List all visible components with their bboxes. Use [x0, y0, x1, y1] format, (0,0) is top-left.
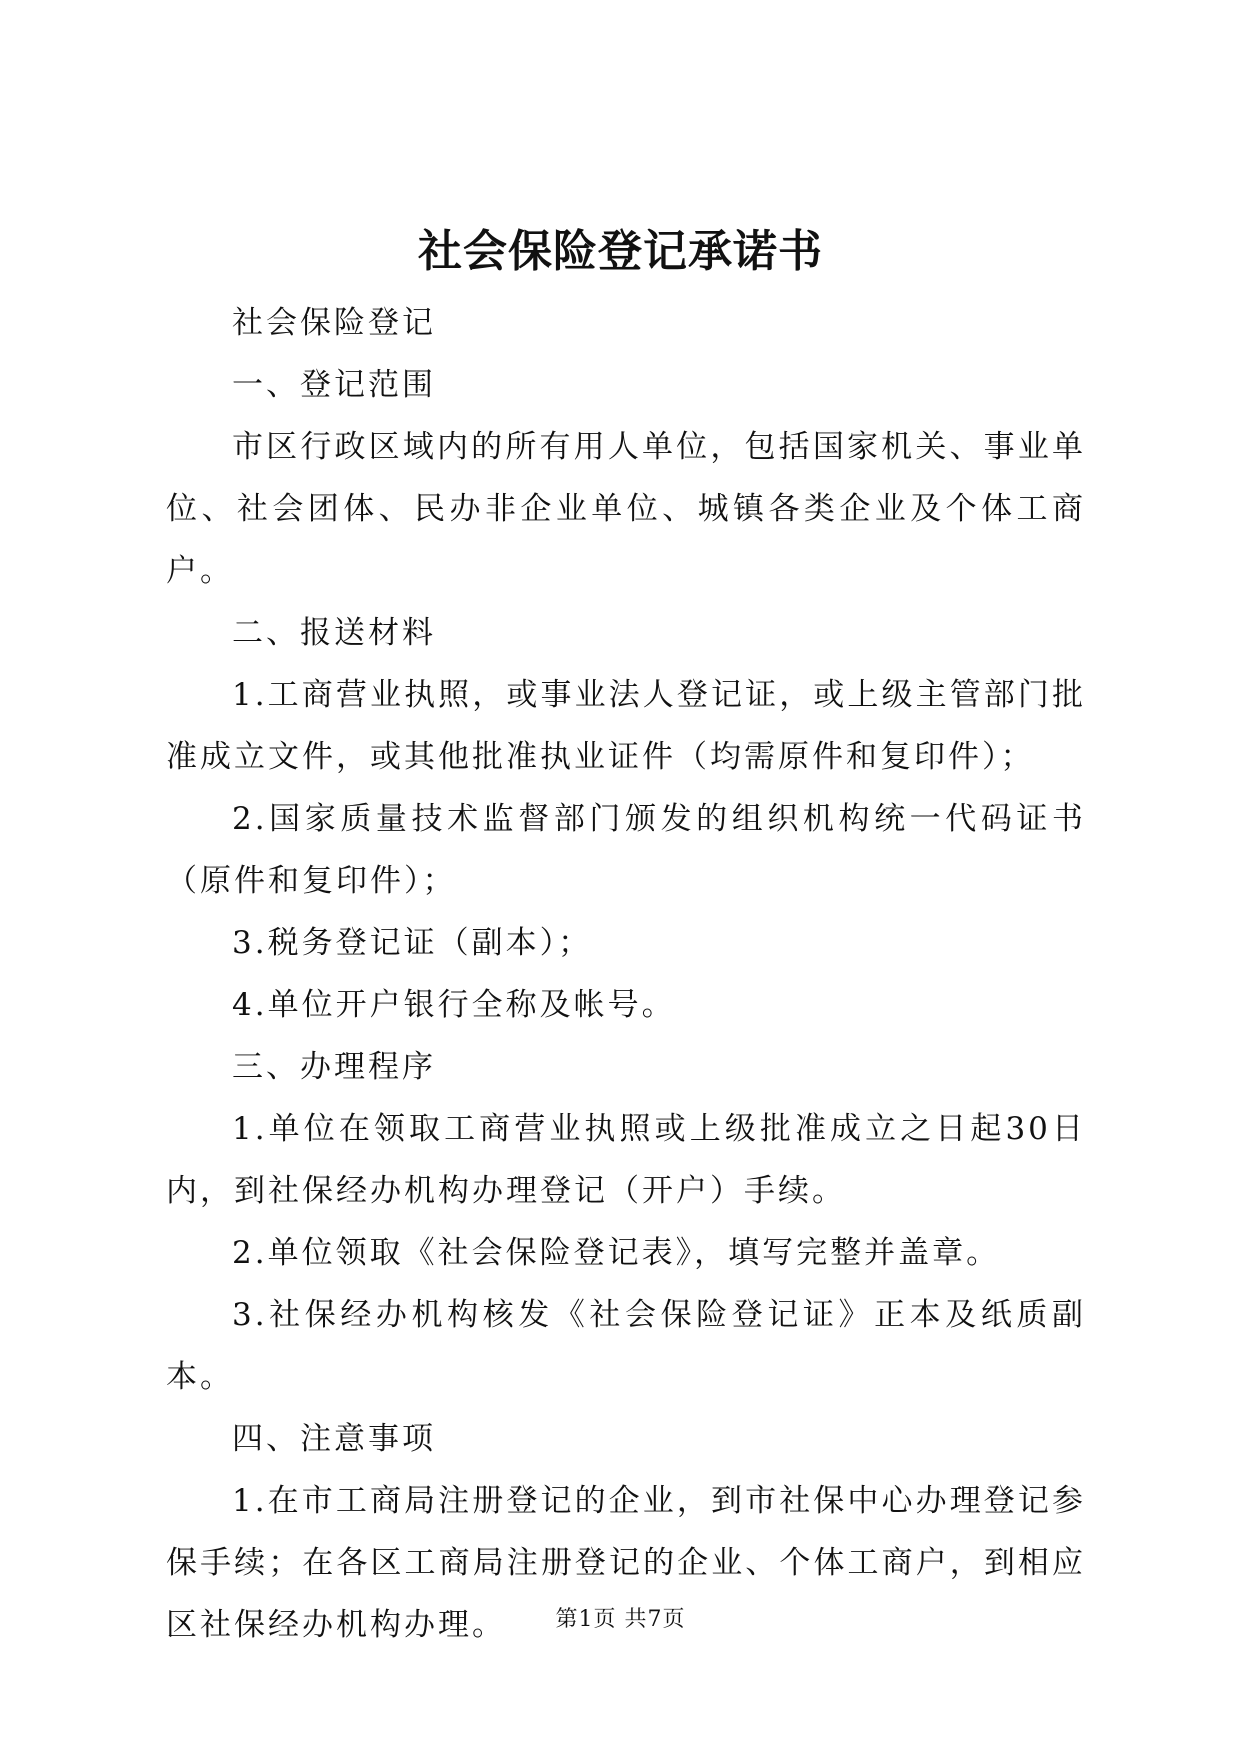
- paragraph-material-4: 4.单位开户银行全称及帐号。: [232, 987, 676, 1023]
- paragraph-procedure-heading: 三、办理程序: [232, 1049, 436, 1085]
- paragraph-scope-heading: 一、登记范围: [232, 367, 436, 403]
- paragraph-note-1: 1.在市工商局注册登记的企业，到市社保中心办理登记参保手续；在各区工商局注册登记的企业、个体工商户，到相应区社保经办机构办理。: [166, 1483, 1086, 1643]
- paragraph-scope-text: 市区行政区域内的所有用人单位，包括国家机关、事业单位、社会团体、民办非企业单位、城镇各类企业及个体工商户。: [166, 429, 1086, 589]
- paragraph-procedure-2: 2.单位领取《社会保险登记表》，填写完整并盖章。: [232, 1235, 1001, 1271]
- paragraph-materials-heading: 二、报送材料: [232, 615, 436, 651]
- paragraph-section-heading: 社会保险登记: [232, 305, 436, 341]
- paragraph-notes-heading: 四、注意事项: [232, 1421, 436, 1457]
- paragraph-material-1: 1.工商营业执照，或事业法人登记证，或上级主管部门批准成立文件，或其他批准执业证件（均需原件和复印件）；: [166, 677, 1086, 775]
- paragraph-material-3: 3.税务登记证（副本）；: [232, 925, 593, 961]
- paragraph-material-2: 2.国家质量技术监督部门颁发的组织机构统一代码证书（原件和复印件）；: [166, 801, 1086, 899]
- document-title: 社会保险登记承诺书: [418, 226, 823, 277]
- page-footer: 第1页 共7页: [555, 1607, 686, 1632]
- paragraph-procedure-3: 3.社保经办机构核发《社会保险登记证》正本及纸质副本。: [166, 1297, 1086, 1395]
- paragraph-procedure-1: 1.单位在领取工商营业执照或上级批准成立之日起30日内，到社保经办机构办理登记（开户）手续。: [166, 1111, 1086, 1209]
- document-body: [166, 292, 1086, 1656]
